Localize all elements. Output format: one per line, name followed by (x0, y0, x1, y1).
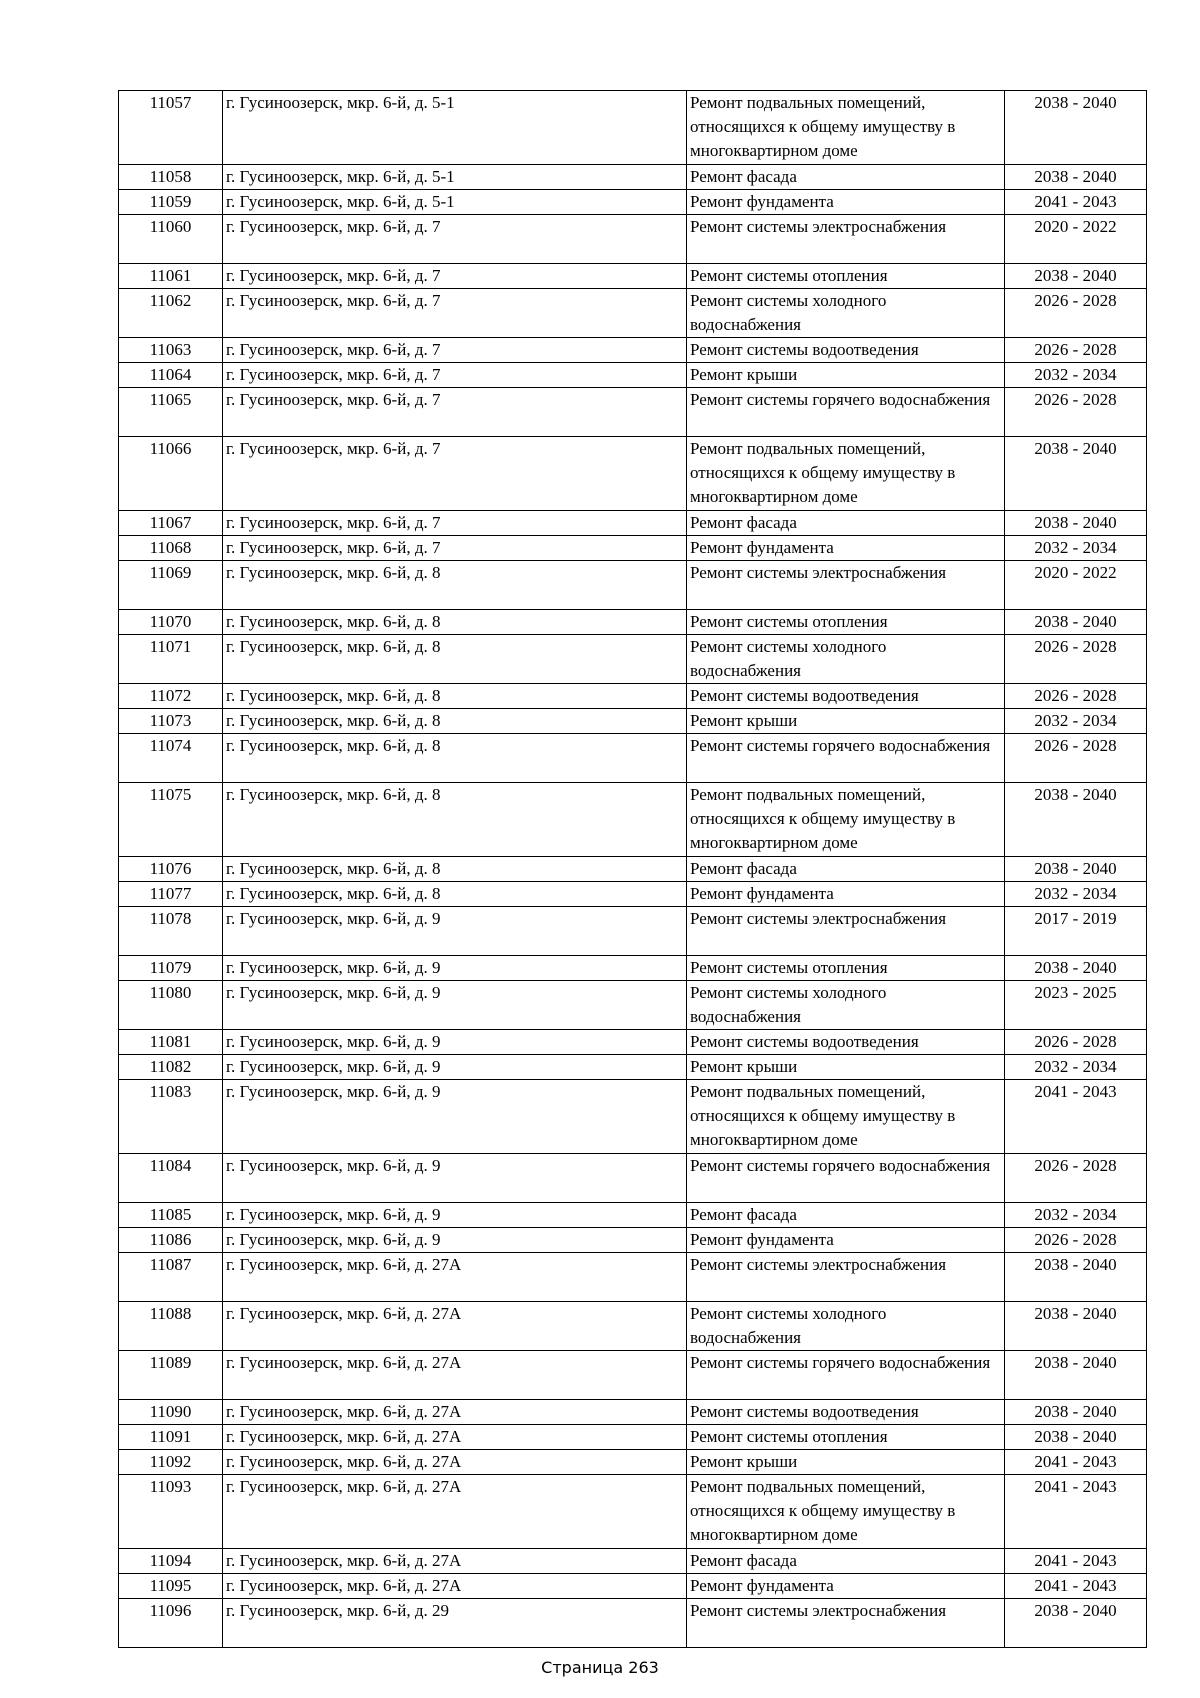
work-type-cell: Ремонт крыши (687, 1450, 1005, 1475)
row-number: 11064 (119, 363, 223, 388)
address-cell: г. Гусиноозерск, мкр. 6-й, д. 7 (223, 437, 687, 511)
period-cell: 2041 - 2043 (1005, 190, 1147, 215)
work-type-cell: Ремонт системы электроснабжения (687, 907, 1005, 956)
period-cell: 2038 - 2040 (1005, 511, 1147, 536)
period-cell: 2026 - 2028 (1005, 1154, 1147, 1203)
address-cell: г. Гусиноозерск, мкр. 6-й, д. 8 (223, 882, 687, 907)
row-number: 11063 (119, 338, 223, 363)
work-type-cell: Ремонт системы горячего водоснабжения (687, 734, 1005, 783)
address-cell: г. Гусиноозерск, мкр. 6-й, д. 9 (223, 1055, 687, 1080)
work-type-cell: Ремонт системы холодного водоснабжения (687, 981, 1005, 1030)
address-cell: г. Гусиноозерск, мкр. 6-й, д. 5-1 (223, 190, 687, 215)
work-type-cell: Ремонт системы холодного водоснабжения (687, 289, 1005, 338)
row-number: 11072 (119, 684, 223, 709)
address-cell: г. Гусиноозерск, мкр. 6-й, д. 7 (223, 264, 687, 289)
table-row (119, 388, 1147, 437)
row-number: 11094 (119, 1549, 223, 1574)
table-row (119, 1599, 1147, 1648)
period-cell: 2038 - 2040 (1005, 264, 1147, 289)
address-cell: г. Гусиноозерск, мкр. 6-й, д. 8 (223, 734, 687, 783)
address-cell: г. Гусиноозерск, мкр. 6-й, д. 7 (223, 338, 687, 363)
period-cell: 2038 - 2040 (1005, 610, 1147, 635)
work-type-cell: Ремонт фундамента (687, 882, 1005, 907)
address-cell: г. Гусиноозерск, мкр. 6-й, д. 9 (223, 1030, 687, 1055)
address-cell: г. Гусиноозерск, мкр. 6-й, д. 8 (223, 684, 687, 709)
table-row (119, 857, 1147, 882)
period-cell: 2026 - 2028 (1005, 635, 1147, 684)
address-cell: г. Гусиноозерск, мкр. 6-й, д. 8 (223, 783, 687, 857)
table-row (119, 1450, 1147, 1475)
table-row (119, 1549, 1147, 1574)
work-type-cell: Ремонт системы водоотведения (687, 1030, 1005, 1055)
period-cell: 2032 - 2034 (1005, 1055, 1147, 1080)
table-row (119, 1055, 1147, 1080)
row-number: 11079 (119, 956, 223, 981)
table-row (119, 1400, 1147, 1425)
period-cell: 2038 - 2040 (1005, 1351, 1147, 1400)
row-number: 11091 (119, 1425, 223, 1450)
row-number: 11062 (119, 289, 223, 338)
row-number: 11065 (119, 388, 223, 437)
row-number: 11080 (119, 981, 223, 1030)
period-cell: 2032 - 2034 (1005, 536, 1147, 561)
table-row (119, 561, 1147, 610)
period-cell: 2026 - 2028 (1005, 734, 1147, 783)
repair-schedule-table (118, 90, 1147, 1648)
table-row (119, 536, 1147, 561)
work-type-cell: Ремонт фундамента (687, 1228, 1005, 1253)
table-row (119, 1302, 1147, 1351)
period-cell: 2038 - 2040 (1005, 437, 1147, 511)
work-type-cell: Ремонт подвальных помещений, относящихся к общему имуществу в многоквартирном доме (687, 1475, 1005, 1549)
work-type-cell: Ремонт подвальных помещений, относящихся к общему имуществу в многоквартирном доме (687, 437, 1005, 511)
work-type-cell: Ремонт фасада (687, 1549, 1005, 1574)
period-cell: 2038 - 2040 (1005, 1599, 1147, 1648)
period-cell: 2038 - 2040 (1005, 1400, 1147, 1425)
table-row (119, 1253, 1147, 1302)
address-cell: г. Гусиноозерск, мкр. 6-й, д. 7 (223, 289, 687, 338)
period-cell: 2032 - 2034 (1005, 709, 1147, 734)
table-row (119, 882, 1147, 907)
row-number: 11093 (119, 1475, 223, 1549)
period-cell: 2032 - 2034 (1005, 882, 1147, 907)
period-cell: 2038 - 2040 (1005, 857, 1147, 882)
table-row (119, 1475, 1147, 1549)
row-number: 11058 (119, 165, 223, 190)
work-type-cell: Ремонт системы холодного водоснабжения (687, 635, 1005, 684)
period-cell: 2026 - 2028 (1005, 388, 1147, 437)
work-type-cell: Ремонт подвальных помещений, относящихся к общему имуществу в многоквартирном доме (687, 1080, 1005, 1154)
address-cell: г. Гусиноозерск, мкр. 6-й, д. 27А (223, 1302, 687, 1351)
table-row (119, 1425, 1147, 1450)
work-type-cell: Ремонт системы электроснабжения (687, 1599, 1005, 1648)
row-number: 11061 (119, 264, 223, 289)
work-type-cell: Ремонт фундамента (687, 190, 1005, 215)
address-cell: г. Гусиноозерск, мкр. 6-й, д. 27А (223, 1253, 687, 1302)
period-cell: 2038 - 2040 (1005, 956, 1147, 981)
period-cell: 2041 - 2043 (1005, 1574, 1147, 1599)
work-type-cell: Ремонт системы водоотведения (687, 338, 1005, 363)
table-row (119, 1574, 1147, 1599)
table-row (119, 1228, 1147, 1253)
address-cell: г. Гусиноозерск, мкр. 6-й, д. 9 (223, 907, 687, 956)
table-row (119, 363, 1147, 388)
page-number: Страница 263 (541, 1658, 659, 1677)
row-number: 11095 (119, 1574, 223, 1599)
row-number: 11073 (119, 709, 223, 734)
period-cell: 2041 - 2043 (1005, 1080, 1147, 1154)
work-type-cell: Ремонт фасада (687, 1203, 1005, 1228)
table-row (119, 215, 1147, 264)
period-cell: 2041 - 2043 (1005, 1549, 1147, 1574)
address-cell: г. Гусиноозерск, мкр. 6-й, д. 9 (223, 981, 687, 1030)
address-cell: г. Гусиноозерск, мкр. 6-й, д. 7 (223, 363, 687, 388)
table-row (119, 610, 1147, 635)
row-number: 11082 (119, 1055, 223, 1080)
work-type-cell: Ремонт системы отопления (687, 1425, 1005, 1450)
address-cell: г. Гусиноозерск, мкр. 6-й, д. 7 (223, 215, 687, 264)
period-cell: 2038 - 2040 (1005, 1253, 1147, 1302)
work-type-cell: Ремонт фундамента (687, 1574, 1005, 1599)
row-number: 11077 (119, 882, 223, 907)
table-row (119, 783, 1147, 857)
row-number: 11068 (119, 536, 223, 561)
period-cell: 2026 - 2028 (1005, 1030, 1147, 1055)
period-cell: 2038 - 2040 (1005, 1302, 1147, 1351)
table-row (119, 511, 1147, 536)
address-cell: г. Гусиноозерск, мкр. 6-й, д. 9 (223, 1203, 687, 1228)
period-cell: 2038 - 2040 (1005, 165, 1147, 190)
work-type-cell: Ремонт подвальных помещений, относящихся к общему имуществу в многоквартирном доме (687, 783, 1005, 857)
address-cell: г. Гусиноозерск, мкр. 6-й, д. 27А (223, 1475, 687, 1549)
address-cell: г. Гусиноозерск, мкр. 6-й, д. 5-1 (223, 165, 687, 190)
period-cell: 2026 - 2028 (1005, 338, 1147, 363)
work-type-cell: Ремонт подвальных помещений, относящихся к общему имуществу в многоквартирном доме (687, 91, 1005, 165)
table-row (119, 981, 1147, 1030)
table-row (119, 1203, 1147, 1228)
period-cell: 2038 - 2040 (1005, 1425, 1147, 1450)
row-number: 11069 (119, 561, 223, 610)
row-number: 11060 (119, 215, 223, 264)
row-number: 11066 (119, 437, 223, 511)
table-row (119, 635, 1147, 684)
work-type-cell: Ремонт системы холодного водоснабжения (687, 1302, 1005, 1351)
address-cell: г. Гусиноозерск, мкр. 6-й, д. 27А (223, 1574, 687, 1599)
work-type-cell: Ремонт системы отопления (687, 610, 1005, 635)
work-type-cell: Ремонт крыши (687, 363, 1005, 388)
row-number: 11081 (119, 1030, 223, 1055)
address-cell: г. Гусиноозерск, мкр. 6-й, д. 9 (223, 1228, 687, 1253)
period-cell: 2026 - 2028 (1005, 1228, 1147, 1253)
table-row (119, 165, 1147, 190)
row-number: 11089 (119, 1351, 223, 1400)
address-cell: г. Гусиноозерск, мкр. 6-й, д. 27А (223, 1450, 687, 1475)
row-number: 11070 (119, 610, 223, 635)
work-type-cell: Ремонт системы водоотведения (687, 684, 1005, 709)
work-type-cell: Ремонт фундамента (687, 536, 1005, 561)
row-number: 11074 (119, 734, 223, 783)
table-row (119, 709, 1147, 734)
table-row (119, 264, 1147, 289)
row-number: 11090 (119, 1400, 223, 1425)
work-type-cell: Ремонт фасада (687, 857, 1005, 882)
table-row (119, 437, 1147, 511)
work-type-cell: Ремонт системы водоотведения (687, 1400, 1005, 1425)
row-number: 11085 (119, 1203, 223, 1228)
row-number: 11092 (119, 1450, 223, 1475)
period-cell: 2041 - 2043 (1005, 1450, 1147, 1475)
row-number: 11071 (119, 635, 223, 684)
period-cell: 2026 - 2028 (1005, 289, 1147, 338)
address-cell: г. Гусиноозерск, мкр. 6-й, д. 8 (223, 610, 687, 635)
table-row (119, 1351, 1147, 1400)
address-cell: г. Гусиноозерск, мкр. 6-й, д. 9 (223, 1154, 687, 1203)
row-number: 11086 (119, 1228, 223, 1253)
row-number: 11078 (119, 907, 223, 956)
table-row (119, 956, 1147, 981)
period-cell: 2020 - 2022 (1005, 215, 1147, 264)
period-cell: 2038 - 2040 (1005, 783, 1147, 857)
row-number: 11087 (119, 1253, 223, 1302)
period-cell: 2038 - 2040 (1005, 91, 1147, 165)
address-cell: г. Гусиноозерск, мкр. 6-й, д. 29 (223, 1599, 687, 1648)
row-number: 11057 (119, 91, 223, 165)
table-row (119, 91, 1147, 165)
table-row (119, 684, 1147, 709)
period-cell: 2023 - 2025 (1005, 981, 1147, 1030)
table-body (119, 91, 1147, 1648)
table-row (119, 734, 1147, 783)
address-cell: г. Гусиноозерск, мкр. 6-й, д. 7 (223, 388, 687, 437)
period-cell: 2032 - 2034 (1005, 1203, 1147, 1228)
row-number: 11084 (119, 1154, 223, 1203)
row-number: 11059 (119, 190, 223, 215)
work-type-cell: Ремонт системы горячего водоснабжения (687, 388, 1005, 437)
address-cell: г. Гусиноозерск, мкр. 6-й, д. 5-1 (223, 91, 687, 165)
table-row (119, 1154, 1147, 1203)
period-cell: 2026 - 2028 (1005, 684, 1147, 709)
work-type-cell: Ремонт крыши (687, 1055, 1005, 1080)
period-cell: 2041 - 2043 (1005, 1475, 1147, 1549)
address-cell: г. Гусиноозерск, мкр. 6-й, д. 8 (223, 635, 687, 684)
period-cell: 2032 - 2034 (1005, 363, 1147, 388)
table-row (119, 289, 1147, 338)
period-cell: 2017 - 2019 (1005, 907, 1147, 956)
work-type-cell: Ремонт системы электроснабжения (687, 561, 1005, 610)
row-number: 11076 (119, 857, 223, 882)
row-number: 11067 (119, 511, 223, 536)
work-type-cell: Ремонт фасада (687, 511, 1005, 536)
table-row (119, 907, 1147, 956)
address-cell: г. Гусиноозерск, мкр. 6-й, д. 9 (223, 1080, 687, 1154)
address-cell: г. Гусиноозерск, мкр. 6-й, д. 27А (223, 1400, 687, 1425)
row-number: 11083 (119, 1080, 223, 1154)
address-cell: г. Гусиноозерск, мкр. 6-й, д. 27А (223, 1351, 687, 1400)
work-type-cell: Ремонт системы отопления (687, 956, 1005, 981)
address-cell: г. Гусиноозерск, мкр. 6-й, д. 27А (223, 1425, 687, 1450)
period-cell: 2020 - 2022 (1005, 561, 1147, 610)
work-type-cell: Ремонт системы горячего водоснабжения (687, 1351, 1005, 1400)
address-cell: г. Гусиноозерск, мкр. 6-й, д. 27А (223, 1549, 687, 1574)
work-type-cell: Ремонт системы электроснабжения (687, 215, 1005, 264)
work-type-cell: Ремонт крыши (687, 709, 1005, 734)
table-row (119, 1080, 1147, 1154)
row-number: 11088 (119, 1302, 223, 1351)
work-type-cell: Ремонт системы отопления (687, 264, 1005, 289)
work-type-cell: Ремонт системы горячего водоснабжения (687, 1154, 1005, 1203)
address-cell: г. Гусиноозерск, мкр. 6-й, д. 7 (223, 511, 687, 536)
row-number: 11096 (119, 1599, 223, 1648)
work-type-cell: Ремонт системы электроснабжения (687, 1253, 1005, 1302)
table-row (119, 190, 1147, 215)
table-row (119, 1030, 1147, 1055)
work-type-cell: Ремонт фасада (687, 165, 1005, 190)
address-cell: г. Гусиноозерск, мкр. 6-й, д. 7 (223, 536, 687, 561)
row-number: 11075 (119, 783, 223, 857)
address-cell: г. Гусиноозерск, мкр. 6-й, д. 8 (223, 561, 687, 610)
address-cell: г. Гусиноозерск, мкр. 6-й, д. 8 (223, 709, 687, 734)
address-cell: г. Гусиноозерск, мкр. 6-й, д. 8 (223, 857, 687, 882)
table-row (119, 338, 1147, 363)
address-cell: г. Гусиноозерск, мкр. 6-й, д. 9 (223, 956, 687, 981)
